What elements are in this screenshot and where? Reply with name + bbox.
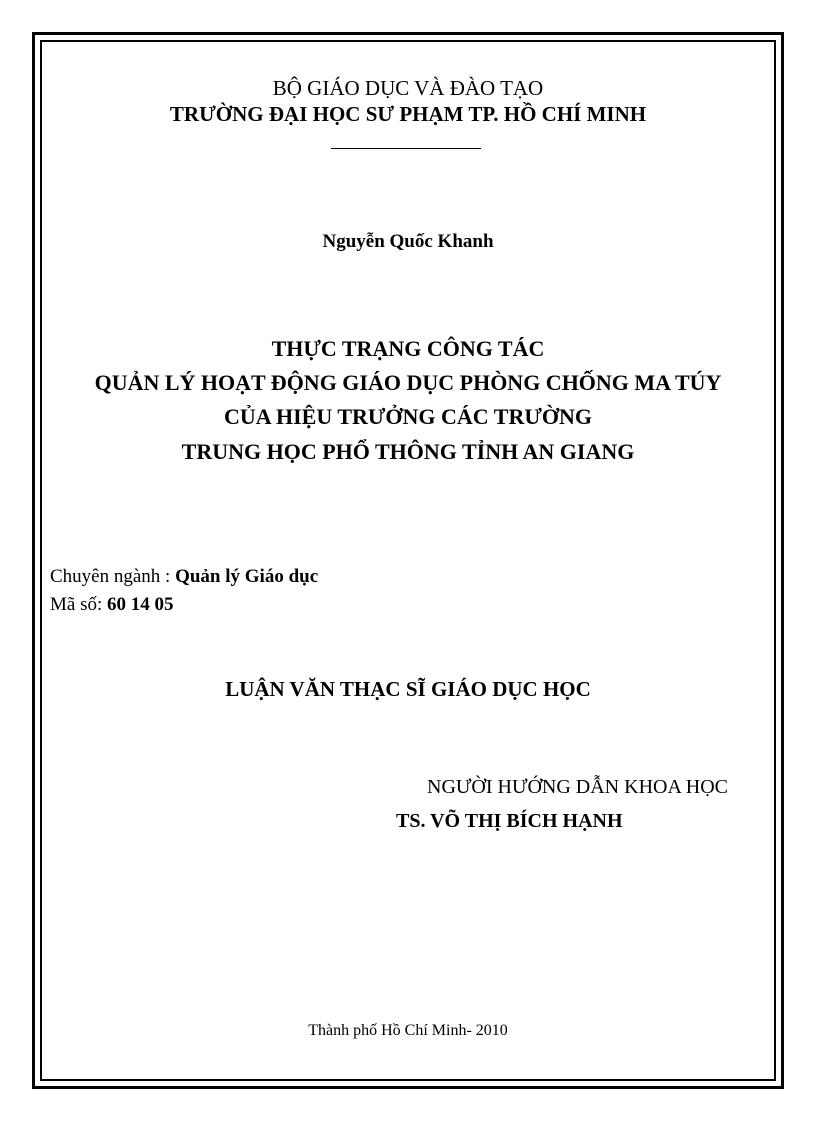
program-code-value: 60 14 05 xyxy=(107,594,174,615)
title-line-4: TRUNG HỌC PHỔ THÔNG TỈNH AN GIANG xyxy=(181,439,635,464)
title-line-2: QUẢN LÝ HOẠT ĐỘNG GIÁO DỤC PHÒNG CHỐNG MA TÚY xyxy=(94,370,722,395)
specialization-label: Chuyên ngành : xyxy=(50,566,176,587)
place-and-year: Thành phố Hồ Chí Minh- 2010 xyxy=(308,1022,508,1039)
page-border-inner xyxy=(40,40,776,1081)
specialization xyxy=(50,566,318,588)
supervisor-label: NGƯỜI HƯỚNG DẪN KHOA HỌC xyxy=(427,776,729,798)
university-name: TRƯỜNG ĐẠI HỌC SƯ PHẠM TP. HỒ CHÍ MINH xyxy=(169,102,647,126)
title-line-1: THỰC TRẠNG CÔNG TÁC xyxy=(271,336,545,361)
thesis-type: LUẬN VĂN THẠC SĨ GIÁO DỤC HỌC xyxy=(225,677,591,701)
ministry-name: BỘ GIÁO DỤC VÀ ĐÀO TẠO xyxy=(272,76,544,100)
author-name: Nguyễn Quốc Khanh xyxy=(322,231,494,252)
header-divider xyxy=(331,148,481,149)
title-line-3: CỦA HIỆU TRƯỞNG CÁC TRƯỜNG xyxy=(224,404,592,429)
specialization-value: Quản lý Giáo dục xyxy=(175,566,319,587)
supervisor-name: TS. VÕ THỊ BÍCH HẠNH xyxy=(396,810,623,832)
program-code-label: Mã số: xyxy=(50,594,107,615)
program-code xyxy=(50,594,174,616)
